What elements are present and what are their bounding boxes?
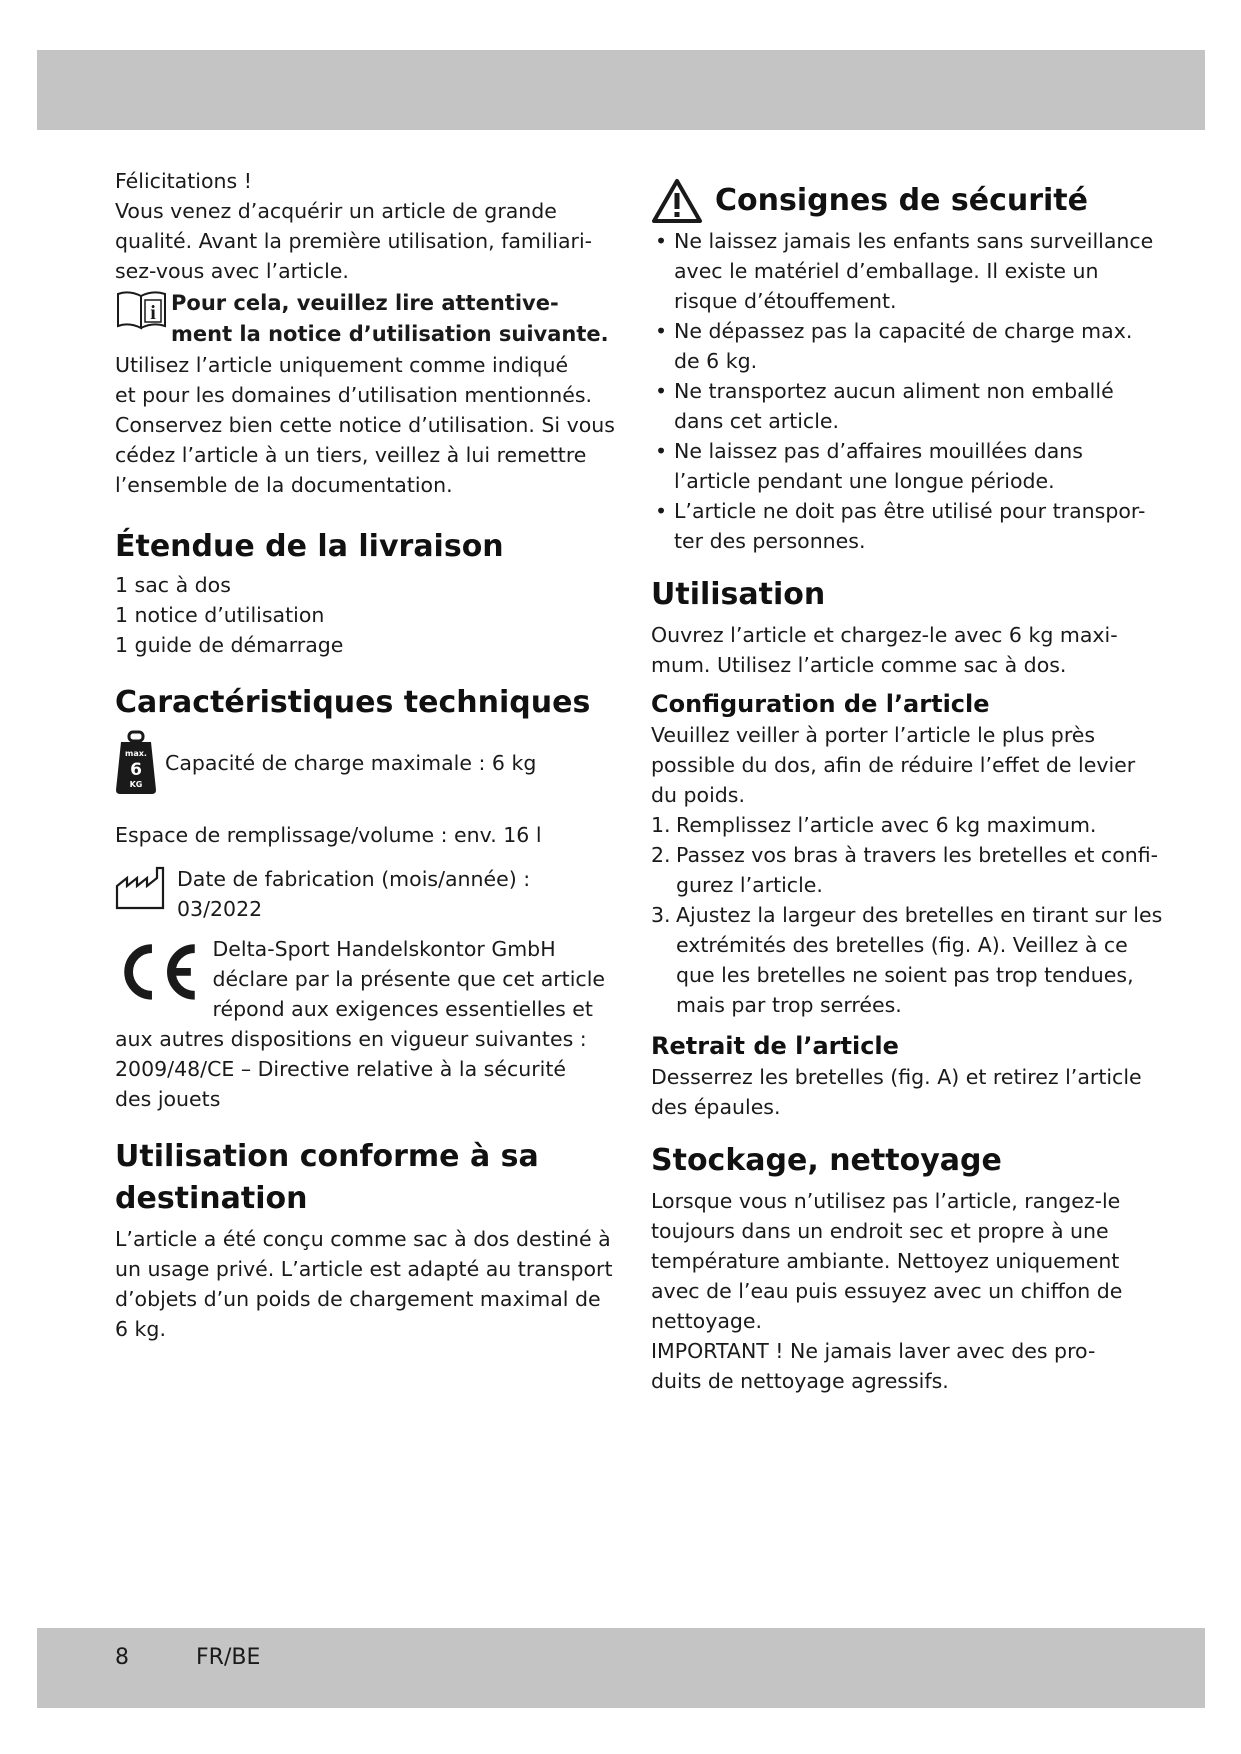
safety-line: dans cet article. bbox=[674, 409, 840, 433]
storage-line: nettoyage. bbox=[651, 1309, 763, 1333]
safety-line: risque d’étouffement. bbox=[674, 289, 897, 313]
ce-continued-line: 2009/48/CE – Directive relative à la sécurité bbox=[115, 1057, 566, 1081]
safety-heading-row bbox=[651, 178, 1131, 224]
intended-line: L’article a été conçu comme sac à dos destiné à bbox=[115, 1227, 611, 1251]
manufacture-date: 03/2022 bbox=[177, 897, 263, 921]
intended-line: d’objets d’un poids de chargement maximal de bbox=[115, 1287, 601, 1311]
config-line: possible du dos, afin de réduire l’effet de levier bbox=[651, 753, 1136, 777]
use-heading: Utilisation bbox=[651, 577, 826, 612]
page-number: 8 bbox=[115, 1645, 129, 1670]
weight-icon bbox=[115, 730, 157, 796]
safety-line: avec le matériel d’emballage. Il existe un bbox=[674, 259, 1099, 283]
volume-text: Espace de remplissage/volume : env. 16 l bbox=[115, 823, 542, 847]
intended-use-heading bbox=[115, 1136, 605, 1220]
safety-item bbox=[651, 436, 1131, 496]
ce-row bbox=[115, 934, 605, 1024]
step-line: Remplissez l’article avec 6 kg maximum. bbox=[676, 813, 1097, 837]
ce-continued-line: des jouets bbox=[115, 1087, 221, 1111]
step-item bbox=[651, 900, 1163, 1020]
removal-paragraph bbox=[651, 1062, 1142, 1122]
intended-line: 6 kg. bbox=[115, 1317, 166, 1341]
storage-line: température ambiante. Nettoyez uniquement bbox=[651, 1249, 1120, 1273]
safety-line: l’article pendant une longue période. bbox=[674, 469, 1055, 493]
delivery-item: 1 guide de démarrage bbox=[115, 633, 344, 657]
config-steps bbox=[651, 810, 1163, 1020]
storage-line: avec de l’eau puis essuyez avec un chiffon de bbox=[651, 1279, 1123, 1303]
use-line: Ouvrez l’article et chargez-le avec 6 kg maxi- bbox=[651, 623, 1118, 647]
ce-line: Delta-Sport Handelskontor GmbH bbox=[212, 937, 556, 961]
notice-callout bbox=[115, 288, 609, 350]
intro-line: sez-vous avec l’article. bbox=[115, 259, 349, 283]
svg-text:i: i bbox=[150, 302, 156, 324]
step-line: gurez l’article. bbox=[676, 873, 823, 897]
ce-continued bbox=[115, 1024, 605, 1114]
safety-line: • Ne laissez jamais les enfants sans surveillance bbox=[674, 229, 1154, 253]
safety-item bbox=[651, 226, 1154, 316]
safety-list bbox=[651, 226, 1154, 556]
safety-item bbox=[651, 376, 1131, 436]
config-heading: Configuration de l’article bbox=[651, 690, 990, 718]
storage-heading: Stockage, nettoyage bbox=[651, 1143, 1002, 1178]
weight-icon-unit: KG bbox=[129, 780, 143, 789]
usage-line: cédez l’article à un tiers, veillez à lui remettre bbox=[115, 443, 587, 467]
factory-icon bbox=[115, 864, 167, 912]
usage-line: Utilisez l’article uniquement comme indiqué bbox=[115, 353, 569, 377]
delivery-list bbox=[115, 570, 605, 660]
usage-line: et pour les domaines d’utilisation mentionnés. bbox=[115, 383, 593, 407]
manufacture-line: Date de fabrication (mois/année) : bbox=[177, 867, 531, 891]
usage-line: Conservez bien cette notice d’utilisation. Si vous bbox=[115, 413, 615, 437]
safety-line: ter des personnes. bbox=[674, 529, 866, 553]
step-item bbox=[651, 840, 1159, 900]
ce-line: déclare par la présente que cet article bbox=[212, 967, 605, 991]
delivery-item: 1 notice d’utilisation bbox=[115, 603, 325, 627]
max-load-row bbox=[115, 730, 605, 796]
removal-line: des épaules. bbox=[651, 1095, 781, 1119]
notice-bold-line: Pour cela, veuillez lire attentive- bbox=[171, 291, 559, 315]
intended-heading-line: destination bbox=[115, 1181, 308, 1216]
removal-heading: Retrait de l’article bbox=[651, 1032, 899, 1060]
step-number: 1. bbox=[651, 813, 671, 837]
delivery-heading: Étendue de la livraison bbox=[115, 529, 504, 564]
config-line: du poids. bbox=[651, 783, 745, 807]
intended-line: un usage privé. L’article est adapté au transport bbox=[115, 1257, 613, 1281]
ce-continued-line: aux autres dispositions en vigueur suivantes : bbox=[115, 1027, 587, 1051]
storage-line: IMPORTANT ! Ne jamais laver avec des pro- bbox=[651, 1339, 1096, 1363]
step-line: Ajustez la largeur des bretelles en tirant sur les bbox=[676, 903, 1163, 927]
delivery-item: 1 sac à dos bbox=[115, 573, 231, 597]
intended-heading-line: Utilisation conforme à sa bbox=[115, 1139, 539, 1174]
safety-line: • L’article ne doit pas être utilisé pour transpor- bbox=[674, 499, 1146, 523]
manufacture-row bbox=[115, 864, 605, 924]
safety-item bbox=[651, 316, 1131, 376]
step-item bbox=[651, 810, 1131, 840]
max-load-text: Capacité de charge maximale : 6 kg bbox=[165, 751, 537, 775]
config-paragraph bbox=[651, 720, 1136, 810]
step-line: Passez vos bras à travers les bretelles et confi- bbox=[676, 843, 1159, 867]
intro-line: Félicitations ! bbox=[115, 169, 252, 193]
safety-heading: Consignes de sécurité bbox=[715, 183, 1088, 218]
storage-paragraph bbox=[651, 1186, 1131, 1396]
storage-line: Lorsque vous n’utilisez pas l’article, rangez-le bbox=[651, 1189, 1121, 1213]
weight-icon-top: max. bbox=[125, 749, 147, 758]
step-line: mais par trop serrées. bbox=[676, 993, 902, 1017]
storage-line: toujours dans un endroit sec et propre à une bbox=[651, 1219, 1109, 1243]
storage-line: duits de nettoyage agressifs. bbox=[651, 1369, 949, 1393]
ce-mark-icon bbox=[115, 934, 203, 1004]
use-paragraph bbox=[651, 620, 1131, 680]
right-column bbox=[651, 178, 1163, 1396]
safety-item bbox=[651, 496, 1146, 556]
tech-heading: Caractéristiques techniques bbox=[115, 685, 591, 720]
warning-triangle-icon bbox=[651, 178, 703, 224]
safety-line: de 6 kg. bbox=[674, 349, 758, 373]
left-column bbox=[115, 166, 615, 1344]
usage-paragraph bbox=[115, 350, 615, 500]
step-number: 2. bbox=[651, 843, 671, 867]
info-book-icon bbox=[115, 288, 169, 336]
header-band bbox=[37, 50, 1205, 130]
ce-line: répond aux exigences essentielles et bbox=[212, 997, 593, 1021]
weight-icon-value: 6 bbox=[130, 760, 142, 780]
safety-line: • Ne laissez pas d’affaires mouillées dans bbox=[674, 439, 1083, 463]
intro-line: qualité. Avant la première utilisation, familiari- bbox=[115, 229, 593, 253]
language-code: FR/BE bbox=[196, 1645, 261, 1670]
config-line: Veuillez veiller à porter l’article le plus près bbox=[651, 723, 1096, 747]
safety-line: • Ne dépassez pas la capacité de charge max. bbox=[674, 319, 1133, 343]
intended-use-paragraph bbox=[115, 1224, 613, 1344]
step-line: que les bretelles ne soient pas trop tendues, bbox=[676, 963, 1134, 987]
step-line: extrémités des bretelles (fig. A). Veillez à ce bbox=[676, 933, 1128, 957]
intro-paragraph bbox=[115, 166, 605, 286]
step-number: 3. bbox=[651, 903, 671, 927]
removal-line: Desserrez les bretelles (fig. A) et retirez l’article bbox=[651, 1065, 1142, 1089]
safety-line: • Ne transportez aucun aliment non emballé bbox=[674, 379, 1114, 403]
usage-line: l’ensemble de la documentation. bbox=[115, 473, 453, 497]
intro-line: Vous venez d’acquérir un article de grande bbox=[115, 199, 557, 223]
notice-bold-line: ment la notice d’utilisation suivante. bbox=[171, 322, 609, 346]
use-line: mum. Utilisez l’article comme sac à dos. bbox=[651, 653, 1067, 677]
